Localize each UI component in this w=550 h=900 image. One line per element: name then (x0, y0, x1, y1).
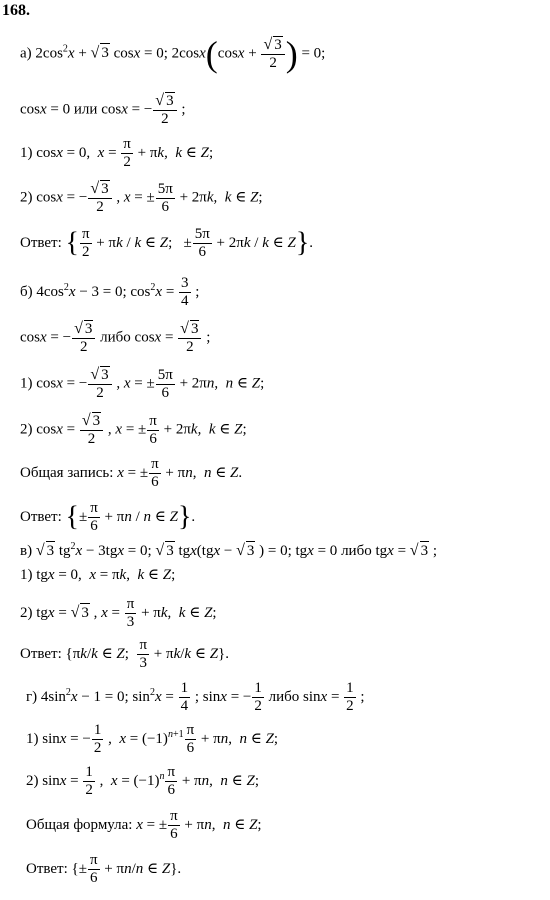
line-b-4: 2) cosx = $\frac{√ 3}{2}$ , x = ± $\frac{\pi}{6}$ + 2πk, k ∈ Z; (20, 412, 247, 447)
line-a-2: cosx = 0 или cosx = − $\frac{√ 3}{2}$ ; (20, 92, 186, 127)
line-a-4: 2) cosx = − $\frac{√ 3}{2}$ , x = ± $\frac{5\pi}{6}$ + 2πk, k ∈ Z; (20, 180, 263, 215)
line-b-3: 1) cosx = − $\frac{√ 3}{2}$ , x = ± $\frac{5\pi}{6}$ + 2πn, n ∈ Z; (20, 366, 265, 401)
line-g-answer: Ответ: {± $\frac{\pi}{6}$ + πn/n ∈ Z}. (26, 852, 182, 886)
line-b-5: Общая запись: x = ± $\frac{\pi}{6}$ + πn, n ∈ Z. (20, 456, 243, 490)
line-b-2: cosx = − $\frac{√ 3}{2}$ либо cosx = $\frac{√ 3}{2}$ ; (20, 320, 211, 355)
line-v-2: 1) tgx = 0, x = πk, k ∈ Z; (20, 567, 176, 583)
line-a-3: 1) cosx = 0, x = $\frac{\pi}{2}$ + πk, k ∈ Z; (20, 136, 214, 170)
line-g-3: 2) sinx = $\frac{1}{2}$ , $x = (-1)^n$ $\frac{\pi}{6}$ + πn, n ∈ Z; (26, 764, 259, 798)
line-b-1: б) $4\cos^2x - 3 = 0$; $\cos^2x$ = $\frac{3}{4}$ ; (20, 275, 200, 309)
line-v-answer: Ответ: {πk/k ∈ Z; $\frac{\pi}{3}$ + πk/k ∈ Z}. (20, 637, 229, 671)
line-a-answer: Ответ: { $\frac{\pi}{2}$ + πk / k ∈ Z; ± $\frac{5\pi}{6}$ + 2πk / k ∈ Z}. (20, 226, 314, 260)
line-b-answer: Ответ: {± $\frac{\pi}{6}$ + πn / n ∈ Z}. (20, 500, 196, 534)
line-g-4: Общая формула: x = ± $\frac{\pi}{6}$ + πn, n ∈ Z; (26, 808, 262, 842)
line-g-1: г) $4\sin^2x - 1 = 0$; $\sin^2x$ = $\frac{1}{4}$ ; sinx = − $\frac{1}{2}$ либо sinx = $\frac{1}{2}$ ; (26, 680, 365, 714)
line-v-3: 2) tgx = √ 3 , x = $\frac{\pi}{3}$ + πk, k ∈ Z; (20, 596, 217, 630)
line-g-2: 1) sinx = − $\frac{1}{2}$ , $x = (-1)^{n+1}$ $\frac{\pi}{6}$ + πn, n ∈ Z; (26, 722, 279, 756)
line-v-1: в) √ 3 $tg^2x - 3tgx = 0$; √ 3 tgx(tgx − √ 3 ) = 0; tgx = 0 либо tgx = √ 3 ; (20, 541, 437, 559)
problem-number: 168. (2, 2, 30, 19)
line-a-1: а) $2\cos^2x$ + √ 3 cosx = 0; 2cosx(cosx + $\frac{√ 3}{2}$ ) = 0; (20, 34, 326, 74)
